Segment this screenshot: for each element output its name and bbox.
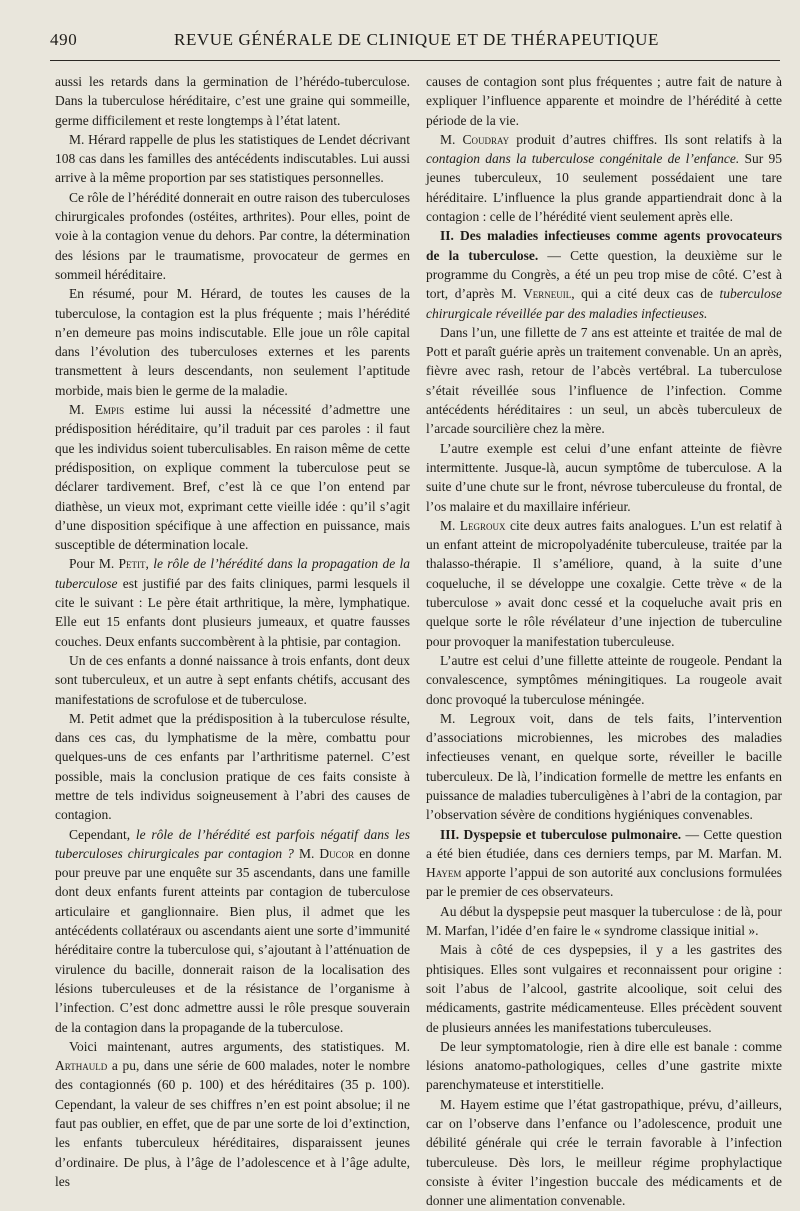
text-run: — Cette question, la deuxième sur le programme du Congrès, a été un peu trop mise de côté. C’est à tort, d’après M. <box>426 247 782 302</box>
paragraph: Dans l’un, une fillette de 7 ans est atteinte et traitée de mal de Pott et paraît guérie après un traitement convenable. Un an après, fièvre avec rash, retour de l’abcès vertébral. La tuberculose s’était réveillée sous l’influence de l’infection. Comme antécédents héréditaires : un seul, un abcès tuberculeux de l’arcade sourcilière chez la mère. <box>426 324 782 437</box>
right-column <box>426 72 782 1211</box>
text-run: a pu, dans une série de 600 malades, noter le nombre des contagionnés (60 p. 100) et des héréditaires (35 p. 100). Cependant, la valeur de ses chiffres n’en est point absolue; il ne faut pas oublier, en effet, que de par une sorte de loi d’extinction, les enfants tuberculeux héréditaires, disparaissent jeunes d’ordinaire. De plus, à l’âge de l’adolescence et à l’âge adulte, les <box>55 1058 410 1189</box>
text-run: Cependant, <box>69 826 136 842</box>
header-rule <box>50 60 780 61</box>
text-run: , qui a cité deux cas de <box>571 286 720 302</box>
text-run: Pour M. <box>69 556 119 572</box>
section-heading: II. Des maladies infectieuses comme agents provocateurs de la tuberculose. <box>426 228 782 263</box>
section-heading: III. Dyspepsie et tuberculose pulmonaire. <box>440 826 682 842</box>
text-run: — Cette question a été bien étudiée, dans ces derniers temps, par M. Marfan. M. <box>426 826 782 861</box>
paragraph: Ce rôle de l’hérédité donnerait en outre raison des tuberculoses chirurgicales profondes (ostéites, arthrites). Pour elles, point de voie à la contagion venue du dehors. Par contre, la détermination des lésions par le traumatisme, provocateur de germes en sommeil héréditaire. <box>55 189 410 282</box>
text-run: Sur 95 jeunes tuberculeux, 10 seulement possédaient une tare héréditaire. L’influence la plus grande appartiendrait donc à la contagion : celle de l’hérédité vient seulement après elle. <box>426 151 782 225</box>
italic-phrase: contagion dans la tuberculose congénitale de l’enfance. <box>426 151 740 167</box>
text-run: apporte l’appui de son autorité aux conclusions formulées par le premier de ces observateurs. <box>426 865 782 900</box>
paragraph: Au début la dyspepsie peut masquer la tuberculose : de là, pour M. Marfan, l’idée d’en faire le « syndrome classique initial ». <box>426 903 782 939</box>
page-number: 490 <box>50 30 78 49</box>
paragraph: M. Hérard rappelle de plus les statistiques de Lendet décrivant 108 cas dans les familles des antécédents indiscutables. Lui aussi arrive à la même proportion par ses statistiques personnelles. <box>55 131 410 186</box>
author-name: Petit <box>118 556 146 572</box>
paragraph: Mais à côté de ces dyspepsies, il y a les gastrites des phtisiques. Elles sont vulgaires et reconnaissent pour origine : soit l’abus de l’alcool, gastrite alcoolique, soit celui des médicaments, gastrite médicamenteuse. Elles précèdent souvent de plusieurs années les manifestations tuberculeuses. <box>426 942 782 1035</box>
paragraph: Un de ces enfants a donné naissance à trois enfants, dont deux sont tuberculeux, et un autre à sept enfants chétifs, accusant des manifestations de scrofulose et de tuberculose. <box>55 652 410 707</box>
page-header <box>50 30 775 56</box>
author-name: Coudray <box>462 131 510 147</box>
text-run: estime lui aussi la nécessité d’admettre une prédisposition héréditaire, qu’il traduit par ces paroles : il faut que les individus soient tuberculisables. En raison même de cette prédisposition, on explique comment la tuberculose peut se déclarer tardivement. Bref, c’est là ce que l’on entend par diathèse, un vieux mot, exprimant cette vieille idée : qu’il s’agit d’une disposition spécifique à une affection en puissance, mais susceptible de détermination locale. <box>55 402 410 553</box>
left-column <box>55 72 410 1191</box>
text-run: cite deux autres faits analogues. L’un est relatif à un enfant atteint de micropolyadénite tuberculeuse, traitée par la thalasso-thérapie. Il s’améliore, quand, à la suite d’une coqueluche, il se développe une coxalgie. Cette trève « de la tuberculose » avait donc cessé et la coqueluche avait pris en quelque sorte le rôle révélateur d’une injection de tuberculine pour provoquer la manifestation tuberculeuse. <box>426 517 782 649</box>
text-run: produit d’autres chiffres. Ils sont relatifs à la <box>509 131 782 147</box>
paragraph <box>55 400 410 554</box>
paragraph <box>426 130 782 226</box>
italic-phrase: le rôle de l’hérédité dans la propagation de la tuberculose <box>55 556 411 591</box>
text-run: M. <box>440 131 463 147</box>
author-name: Arthauld <box>55 1058 108 1074</box>
paragraph: L’autre est celui d’une fillette atteinte de rougeole. Pendant la convalescence, symptômes méningitiques. La rougeole avait donc provoqué la tuberculose méningée. <box>426 652 782 707</box>
paragraph <box>55 825 410 1037</box>
paragraph: L’autre exemple est celui d’une enfant atteinte de fièvre intermittente. Jusque-là, aucun symptôme de tuberculose. A la suite d’une chute sur le front, névrose tuberculeuse du frontal, de l’os malaire et du maxillaire inférieur. <box>426 440 782 514</box>
running-title: REVUE GÉNÉRALE DE CLINIQUE ET DE THÉRAPEUTIQUE <box>174 30 659 49</box>
paragraph: De leur symptomatologie, rien à dire elle est banale : comme lésions anatomo-pathologiques, celles d’une gastrite mixte parenchymateuse et interstitielle. <box>426 1038 782 1093</box>
paragraph: M. Legroux voit, dans de tels faits, l’intervention d’associations microbiennes, les microbes des maladies infectieuses venant, en quelque sorte, réveiller le bacille tuberculeux. De là, l’indication formelle de mettre les enfants en puissance de maladies tuberculigènes à l’abri de la contagion, par l’observation sévère de conditions hygiéniques convenables. <box>426 710 782 823</box>
text-run: M. <box>293 845 320 861</box>
paragraph: En résumé, pour M. Hérard, de toutes les causes de la tuberculose, la contagion est la plus fréquente ; mais l’hérédité n’en demeure pas moins indiscutable. Elle joue un rôle capital dans l’évolution des tuberculoses externes et les parents transmettent à leurs descendants, non seulement l’aptitude morbide, mais bien le germe de la maladie. <box>55 286 410 398</box>
text-run: , <box>145 556 154 572</box>
author-name: Hayem <box>426 865 462 881</box>
text-run: M. <box>69 402 95 418</box>
paragraph <box>55 554 410 650</box>
italic-phrase: tuberculose chirurgicale réveillée par des maladies infectieuses. <box>426 286 783 321</box>
author-name: Legroux <box>459 517 506 533</box>
text-run: M. <box>440 517 460 533</box>
paragraph: causes de contagion sont plus fréquentes ; autre fait de nature à expliquer l’influence apparente et moindre de l’hérédité à cette période de la vie. <box>426 74 782 128</box>
paragraph <box>426 516 782 651</box>
paragraph: M. Hayem estime que l’état gastropathique, prévu, d’ailleurs, car on l’observe dans l’enfance ou l’adolescence, produit une débilité générale qui crée le terrain favorable à l’infection tuberculeuse. Dès lors, le meilleur régime prophylactique consiste à éviter l’ingestion buccale des médicaments et de donner une alimentation convenable. <box>426 1096 782 1209</box>
text-run: est justifié par des faits cliniques, parmi lesquels il cite le suivant : Le père était arthritique, la mère, lymphatique. Elle eut 15 enfants dont plusieurs jumeaux, et quatre fausses couches. Deux enfants succombèrent à la phtisie, par contagion. <box>55 575 410 649</box>
italic-phrase: le rôle de l’hérédité est parfois négatif dans les tuberculoses chirurgicales par contagion ? <box>55 826 411 861</box>
paragraph <box>426 825 782 902</box>
paragraph <box>426 226 782 322</box>
text-run: Voici maintenant, autres arguments, des statistiques. M. <box>69 1038 410 1054</box>
paragraph: aussi les retards dans la germination de l’hérédo-tuberculose. Dans la tuberculose héréditaire, c’est une graine qui sommeille, germe difficilement et reste longtemps à l’état latent. <box>55 74 410 128</box>
author-name: Verneuil <box>522 286 572 302</box>
text-run: en donne pour preuve par une enquête sur 35 ascendants, dans une famille dont deux enfants furent atteints par contagion de tuberculose articulaire et ganglionnaire. Bien plus, il admet que les antécédents collatéraux ou ascendants aient une sorte d’immunité héréditaire contre la tuberculose qui, s’ajoutant à l’atténuation de virulence du bacille, donnerait raison de la localisation des lésions tuberculeuses et de la résistance de l’organisme à l’infection. C’est donc admettre aussi le rôle presque souverain de la contagion dans la propagande de la tuberculose. <box>55 845 410 1035</box>
paragraph <box>55 1037 410 1191</box>
paragraph: M. Petit admet que la prédisposition à la tuberculose résulte, dans ces cas, du lymphatisme de la mère, combattu pour quelques-uns de ces enfants par l’arthritisme paternel. C’est possible, mais la conclusion pratique de ces faits consiste à mettre de tels individus soigneusement à l’abri des causes de contagion. <box>55 710 410 823</box>
author-name: Ducor <box>319 845 355 861</box>
author-name: Empis <box>94 402 125 418</box>
